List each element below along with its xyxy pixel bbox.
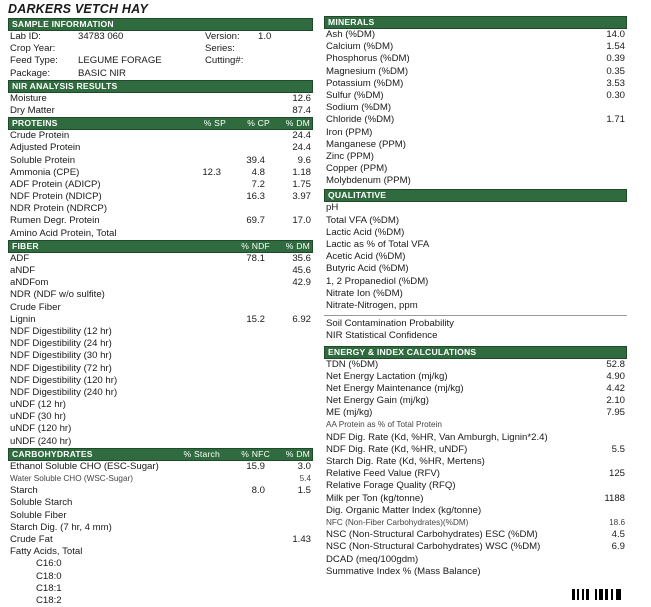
carbohydrate-row-label: Crude Fat	[10, 533, 53, 545]
fiber-row	[8, 277, 313, 289]
protein-row-value: 24.4	[292, 142, 311, 154]
energy-row-label: TDN (%DM)	[326, 358, 379, 370]
mineral-row-label: Sulfur (%DM)	[326, 89, 384, 101]
qualitative-row	[324, 202, 627, 214]
qualitative-row-label: Nitrate-Nitrogen, ppm	[326, 299, 418, 311]
mineral-row-value: 0.30	[606, 89, 625, 101]
energy-row-value: 4.90	[606, 370, 625, 382]
series-label: Series:	[205, 43, 235, 55]
energy-row	[324, 566, 627, 578]
carbohydrate-row-value: 15.9	[246, 460, 265, 472]
mineral-row	[324, 163, 627, 175]
qualitative-row	[324, 263, 627, 275]
fiber-row-label: aNDF	[10, 265, 36, 276]
fiber-row	[8, 387, 313, 399]
fiber-row-label: Crude Fiber	[10, 301, 61, 313]
carbohydrate-row	[8, 534, 313, 546]
mineral-row	[324, 151, 627, 163]
protein-row-value: 12.3	[202, 166, 221, 178]
qualitative-row-label: 1, 2 Propanediol (%DM)	[326, 275, 429, 287]
mineral-row	[324, 175, 627, 187]
nir-row-label: Moisture	[10, 92, 47, 104]
version-label: Version:	[205, 31, 240, 42]
fiber-row-label: aNDFom	[10, 277, 49, 289]
fiber-row-label: uNDF (30 hr)	[10, 411, 66, 423]
protein-row-label: NDF Protein (NDICP)	[10, 191, 102, 203]
mineral-row	[324, 78, 627, 90]
fiber-row	[8, 363, 313, 375]
barcode-graphic	[595, 589, 621, 600]
fiber-row-value: 45.6	[292, 265, 311, 276]
energy-row-label: Net Energy Lactation (mj/kg)	[326, 370, 448, 382]
energy-row-value: 125	[608, 468, 625, 480]
mineral-row-label: Molybdenum (PPM)	[326, 175, 411, 187]
protein-row-value: 3.97	[292, 191, 311, 203]
qualitative-row-label: Lactic Acid (%DM)	[326, 226, 405, 238]
fiber-row	[8, 302, 313, 314]
energy-row-value: 6.9	[611, 541, 625, 553]
fatty-acid-row	[8, 571, 313, 583]
mineral-row-value: 14.0	[606, 29, 625, 40]
energy-row-value: 4.42	[606, 382, 625, 394]
protein-row	[8, 130, 313, 142]
carbohydrate-row-label: Soluble Fiber	[10, 509, 67, 521]
mineral-row-label: Sodium (%DM)	[326, 102, 392, 114]
carbohydrate-row	[8, 461, 313, 473]
energy-row	[324, 407, 627, 419]
mineral-row	[324, 41, 627, 53]
energy-row-label: Relative Feed Value (RFV)	[326, 468, 440, 480]
protein-row	[8, 179, 313, 191]
energy-row-label: Net Energy Gain (mj/kg)	[326, 395, 429, 407]
energy-row	[324, 480, 627, 492]
fiber-row-label: NDF Digestibility (240 hr)	[10, 386, 118, 398]
energy-row	[324, 468, 627, 480]
energy-row	[324, 517, 627, 529]
qualitative-header: QUALITATIVE	[324, 189, 627, 202]
fiber-row	[8, 411, 313, 423]
barcode-graphic	[572, 589, 592, 600]
fatty-acid-label: C16:0	[36, 558, 62, 570]
mineral-row-value: 3.53	[606, 77, 625, 89]
mineral-row	[324, 53, 627, 65]
fiber-row-value: 6.92	[292, 313, 311, 325]
fatty-acid-row	[8, 558, 313, 570]
carbohydrate-row-value: 5.4	[299, 474, 311, 483]
qualitative-row	[324, 288, 627, 300]
energy-row-value: 4.5	[611, 529, 625, 541]
energy-row-value: 1188	[604, 492, 625, 504]
qualitative-row	[324, 318, 627, 330]
fatty-acid-label: C18:0	[36, 570, 62, 582]
energy-row-label: Net Energy Maintenance (mj/kg)	[326, 382, 464, 394]
protein-row-value: 7.2	[251, 178, 265, 190]
carbohydrate-row	[8, 510, 313, 522]
mineral-row-label: Zinc (PPM)	[326, 150, 374, 162]
sample-info-row	[8, 43, 313, 55]
mineral-row-label: Magnesium (%DM)	[326, 65, 409, 77]
energy-row-value: 7.95	[606, 407, 625, 419]
fatty-acid-row	[8, 595, 313, 607]
mineral-row-label: Ash (%DM)	[326, 29, 376, 40]
col-ndf: % NDF	[241, 240, 270, 251]
sample-info-row	[8, 31, 313, 43]
report-title: DARKERS VETCH HAY	[8, 2, 148, 16]
package-value: BASIC NIR	[78, 67, 126, 79]
fiber-row-label: uNDF (120 hr)	[10, 423, 72, 435]
col-sp: % SP	[203, 118, 226, 129]
cutting-label: Cutting#:	[205, 55, 244, 67]
col-dm: % DM	[285, 240, 310, 251]
energy-row-label: NDF Dig. Rate (Kd, %HR, Van Amburgh, Lignin*2.4)	[326, 431, 548, 443]
energy-row-value: 18.6	[609, 517, 625, 527]
mineral-row-value: 1.54	[606, 41, 625, 53]
col-starch: % Starch	[183, 448, 220, 459]
fiber-row	[8, 265, 313, 277]
fiber-row-label: ADF	[10, 252, 30, 264]
crop-year-label: Crop Year:	[10, 43, 56, 55]
energy-row	[324, 383, 627, 395]
mineral-row-label: Copper (PPM)	[326, 163, 388, 175]
lab-id-label: Lab ID:	[10, 31, 41, 42]
energy-row	[324, 359, 627, 371]
col-cp: % CP	[247, 118, 270, 129]
energy-row-label: Starch Dig. Rate (Kd, %HR, Mertens)	[326, 456, 485, 467]
mineral-row	[324, 139, 627, 151]
carbohydrate-row-value: 1.5	[297, 485, 311, 497]
nir-row-value: 12.6	[292, 92, 311, 104]
energy-row	[324, 432, 627, 444]
col-dm: % DM	[285, 448, 310, 459]
energy-row	[324, 493, 627, 505]
mineral-row	[324, 90, 627, 102]
protein-row	[8, 167, 313, 179]
divider	[324, 315, 627, 316]
energy-row-label: DCAD (meq/100gdm)	[326, 553, 419, 565]
energy-row-value: 52.8	[606, 358, 625, 370]
energy-row	[324, 554, 627, 566]
mineral-row-label: Phosphorus (%DM)	[326, 53, 410, 65]
protein-row-value: 4.8	[251, 166, 265, 178]
energy-row	[324, 444, 627, 456]
mineral-row-value: 0.35	[606, 65, 625, 77]
carbohydrate-row-value: 3.0	[297, 460, 311, 472]
carbohydrates-header: CARBOHYDRATES % Starch % NFC % DM	[8, 448, 313, 461]
fiber-row-value: 78.1	[246, 252, 265, 264]
mineral-row-label: Calcium (%DM)	[326, 41, 394, 53]
protein-row-value: 24.4	[292, 130, 311, 142]
carbohydrate-row-value: 1.43	[292, 533, 311, 545]
protein-row-value: 1.75	[292, 178, 311, 190]
energy-row-label: NSC (Non-Structural Carbohydrates) WSC (%DM)	[326, 541, 541, 553]
protein-row	[8, 215, 313, 227]
qualitative-row	[324, 227, 627, 239]
package-label: Package:	[10, 67, 51, 79]
carbohydrate-row-label: Soluble Starch	[10, 497, 73, 509]
carbohydrate-row-label: Fatty Acids, Total	[10, 546, 83, 558]
nir-header: NIR ANALYSIS RESULTS	[8, 80, 313, 93]
carbohydrate-row	[8, 473, 313, 485]
carbohydrate-row	[8, 546, 313, 558]
fiber-row	[8, 314, 313, 326]
energy-row-value: 5.5	[611, 443, 625, 455]
col-dm: % DM	[285, 118, 310, 129]
fiber-header: FIBER % NDF % DM	[8, 240, 313, 253]
carbohydrate-row	[8, 485, 313, 497]
fiber-row	[8, 326, 313, 338]
energy-row-label: Milk per Ton (kg/tonne)	[326, 492, 424, 504]
protein-row-label: Adjusted Protein	[10, 142, 81, 154]
qualitative-row-label: Lactic as % of Total VFA	[326, 239, 430, 250]
fiber-row	[8, 423, 313, 435]
protein-row	[8, 203, 313, 215]
nir-row	[8, 93, 313, 105]
col-nfc: % NFC	[241, 448, 270, 459]
energy-row-label: NSC (Non-Structural Carbohydrates) ESC (%DM)	[326, 529, 538, 541]
energy-row	[324, 541, 627, 553]
protein-row-value: 69.7	[246, 215, 265, 227]
proteins-header: PROTEINS % SP % CP % DM	[8, 117, 313, 130]
qualitative-row-label: pH	[326, 202, 339, 214]
sample-info-header: SAMPLE INFORMATION	[8, 18, 313, 31]
mineral-row	[324, 29, 627, 41]
fiber-row	[8, 289, 313, 301]
right-column	[324, 16, 627, 578]
mineral-row	[324, 114, 627, 126]
energy-row-label: NDF Dig. Rate (Kd, %HR, uNDF)	[326, 443, 468, 455]
fiber-row	[8, 253, 313, 265]
carbohydrate-row-label: Ethanol Soluble CHO (ESC-Sugar)	[10, 460, 159, 472]
energy-row-label: NFC (Non-Fiber Carbohydrates)(%DM)	[326, 517, 469, 527]
fiber-row-label: Lignin	[10, 313, 36, 325]
qualitative-row-label: Acetic Acid (%DM)	[326, 251, 406, 263]
energy-row-label: ME (mj/kg)	[326, 407, 373, 419]
protein-row-value: 9.6	[297, 154, 311, 166]
carbohydrate-row-label: Starch	[10, 485, 38, 497]
fatty-acid-row	[8, 583, 313, 595]
nir-row-value: 87.4	[292, 104, 311, 116]
protein-row-label: Rumen Degr. Protein	[10, 215, 100, 227]
fiber-row-label: NDR (NDF w/o sulfite)	[10, 289, 105, 301]
protein-row	[8, 142, 313, 154]
feed-type-label: Feed Type:	[10, 55, 58, 67]
energy-row	[324, 395, 627, 407]
protein-row-label: ADF Protein (ADICP)	[10, 178, 101, 190]
fiber-row-label: NDF Digestibility (120 hr)	[10, 374, 118, 386]
qualitative-row	[324, 215, 627, 227]
protein-row-label: Soluble Protein	[10, 154, 76, 166]
energy-row	[324, 371, 627, 383]
protein-row-value: 17.0	[292, 215, 311, 227]
fiber-row-label: NDF Digestibility (30 hr)	[10, 350, 112, 362]
fiber-row	[8, 338, 313, 350]
carbohydrate-row	[8, 497, 313, 509]
protein-row-value: 39.4	[246, 154, 265, 166]
protein-row-label: NDR Protein (NDRCP)	[10, 203, 108, 215]
mineral-row-label: Manganese (PPM)	[326, 138, 406, 150]
fiber-row-value: 35.6	[292, 252, 311, 264]
feed-type-value: LEGUME FORAGE	[78, 55, 162, 67]
qualitative-row-label: Nitrate Ion (%DM)	[326, 287, 403, 299]
protein-row-label: Amino Acid Protein, Total	[10, 227, 117, 239]
fiber-row-label: NDF Digestibility (12 hr)	[10, 325, 112, 337]
fiber-row-label: uNDF (240 hr)	[10, 435, 72, 447]
fiber-row	[8, 436, 313, 448]
fiber-row-label: NDF Digestibility (24 hr)	[10, 338, 112, 350]
energy-header: ENERGY & INDEX CALCULATIONS	[324, 346, 627, 359]
mineral-row	[324, 102, 627, 114]
fiber-row-label: uNDF (12 hr)	[10, 399, 66, 411]
mineral-row-value: 1.71	[606, 114, 625, 126]
qualitative-row	[324, 300, 627, 312]
carbohydrate-row	[8, 522, 313, 534]
mineral-row-value: 0.39	[606, 53, 625, 65]
qualitative-row-label: Butyric Acid (%DM)	[326, 263, 409, 275]
protein-row-label: Ammonia (CPE)	[10, 166, 80, 178]
protein-row-label: Crude Protein	[10, 130, 70, 142]
version-value: 1.0	[258, 31, 272, 42]
lab-id-value: 34783 060	[78, 31, 124, 42]
sample-info-row	[8, 68, 313, 80]
qualitative-row	[324, 239, 627, 251]
protein-row	[8, 228, 313, 240]
qualitative-row-label: NIR Statistical Confidence	[326, 330, 438, 342]
energy-row-label: Dig. Organic Matter Index (kg/tonne)	[326, 504, 482, 516]
nir-row-label: Dry Matter	[10, 104, 55, 116]
qualitative-row	[324, 330, 627, 342]
fiber-row-value: 42.9	[292, 277, 311, 289]
energy-row-value: 2.10	[606, 395, 625, 407]
protein-row	[8, 155, 313, 167]
carbohydrate-row-value: 8.0	[251, 485, 265, 497]
nir-row	[8, 105, 313, 117]
fiber-row-label: NDF Digestibility (72 hr)	[10, 362, 112, 374]
mineral-row	[324, 127, 627, 139]
energy-row	[324, 529, 627, 541]
sample-info-row	[8, 55, 313, 67]
fiber-row-value: 15.2	[246, 313, 265, 325]
qualitative-row-label: Total VFA (%DM)	[326, 214, 400, 226]
energy-row-label: Summative Index % (Mass Balance)	[326, 565, 481, 577]
fiber-row	[8, 375, 313, 387]
fiber-row	[8, 350, 313, 362]
carbohydrate-row-label: Starch Dig. (7 hr, 4 mm)	[10, 521, 112, 533]
fatty-acid-label: C18:1	[36, 582, 62, 594]
mineral-row-label: Iron (PPM)	[326, 126, 373, 138]
energy-row-label: Relative Forage Quality (RFQ)	[326, 480, 456, 492]
mineral-row-label: Potassium (%DM)	[326, 77, 404, 89]
mineral-row	[324, 66, 627, 78]
minerals-header: MINERALS	[324, 16, 627, 29]
energy-row	[324, 456, 627, 468]
energy-row	[324, 419, 627, 431]
fiber-row	[8, 399, 313, 411]
protein-row-value: 16.3	[246, 191, 265, 203]
mineral-row-label: Chloride (%DM)	[326, 114, 395, 126]
left-column	[8, 18, 313, 607]
qualitative-row	[324, 276, 627, 288]
carbohydrate-row-label: Water Soluble CHO (WSC-Sugar)	[10, 474, 133, 483]
protein-row	[8, 191, 313, 203]
qualitative-row	[324, 251, 627, 263]
protein-row-value: 1.18	[292, 166, 311, 178]
qualitative-row-label: Soil Contamination Probability	[326, 318, 454, 330]
energy-row	[324, 505, 627, 517]
energy-row-label: AA Protein as % of Total Protein	[326, 420, 442, 430]
fatty-acid-label: C18:2	[36, 594, 62, 606]
